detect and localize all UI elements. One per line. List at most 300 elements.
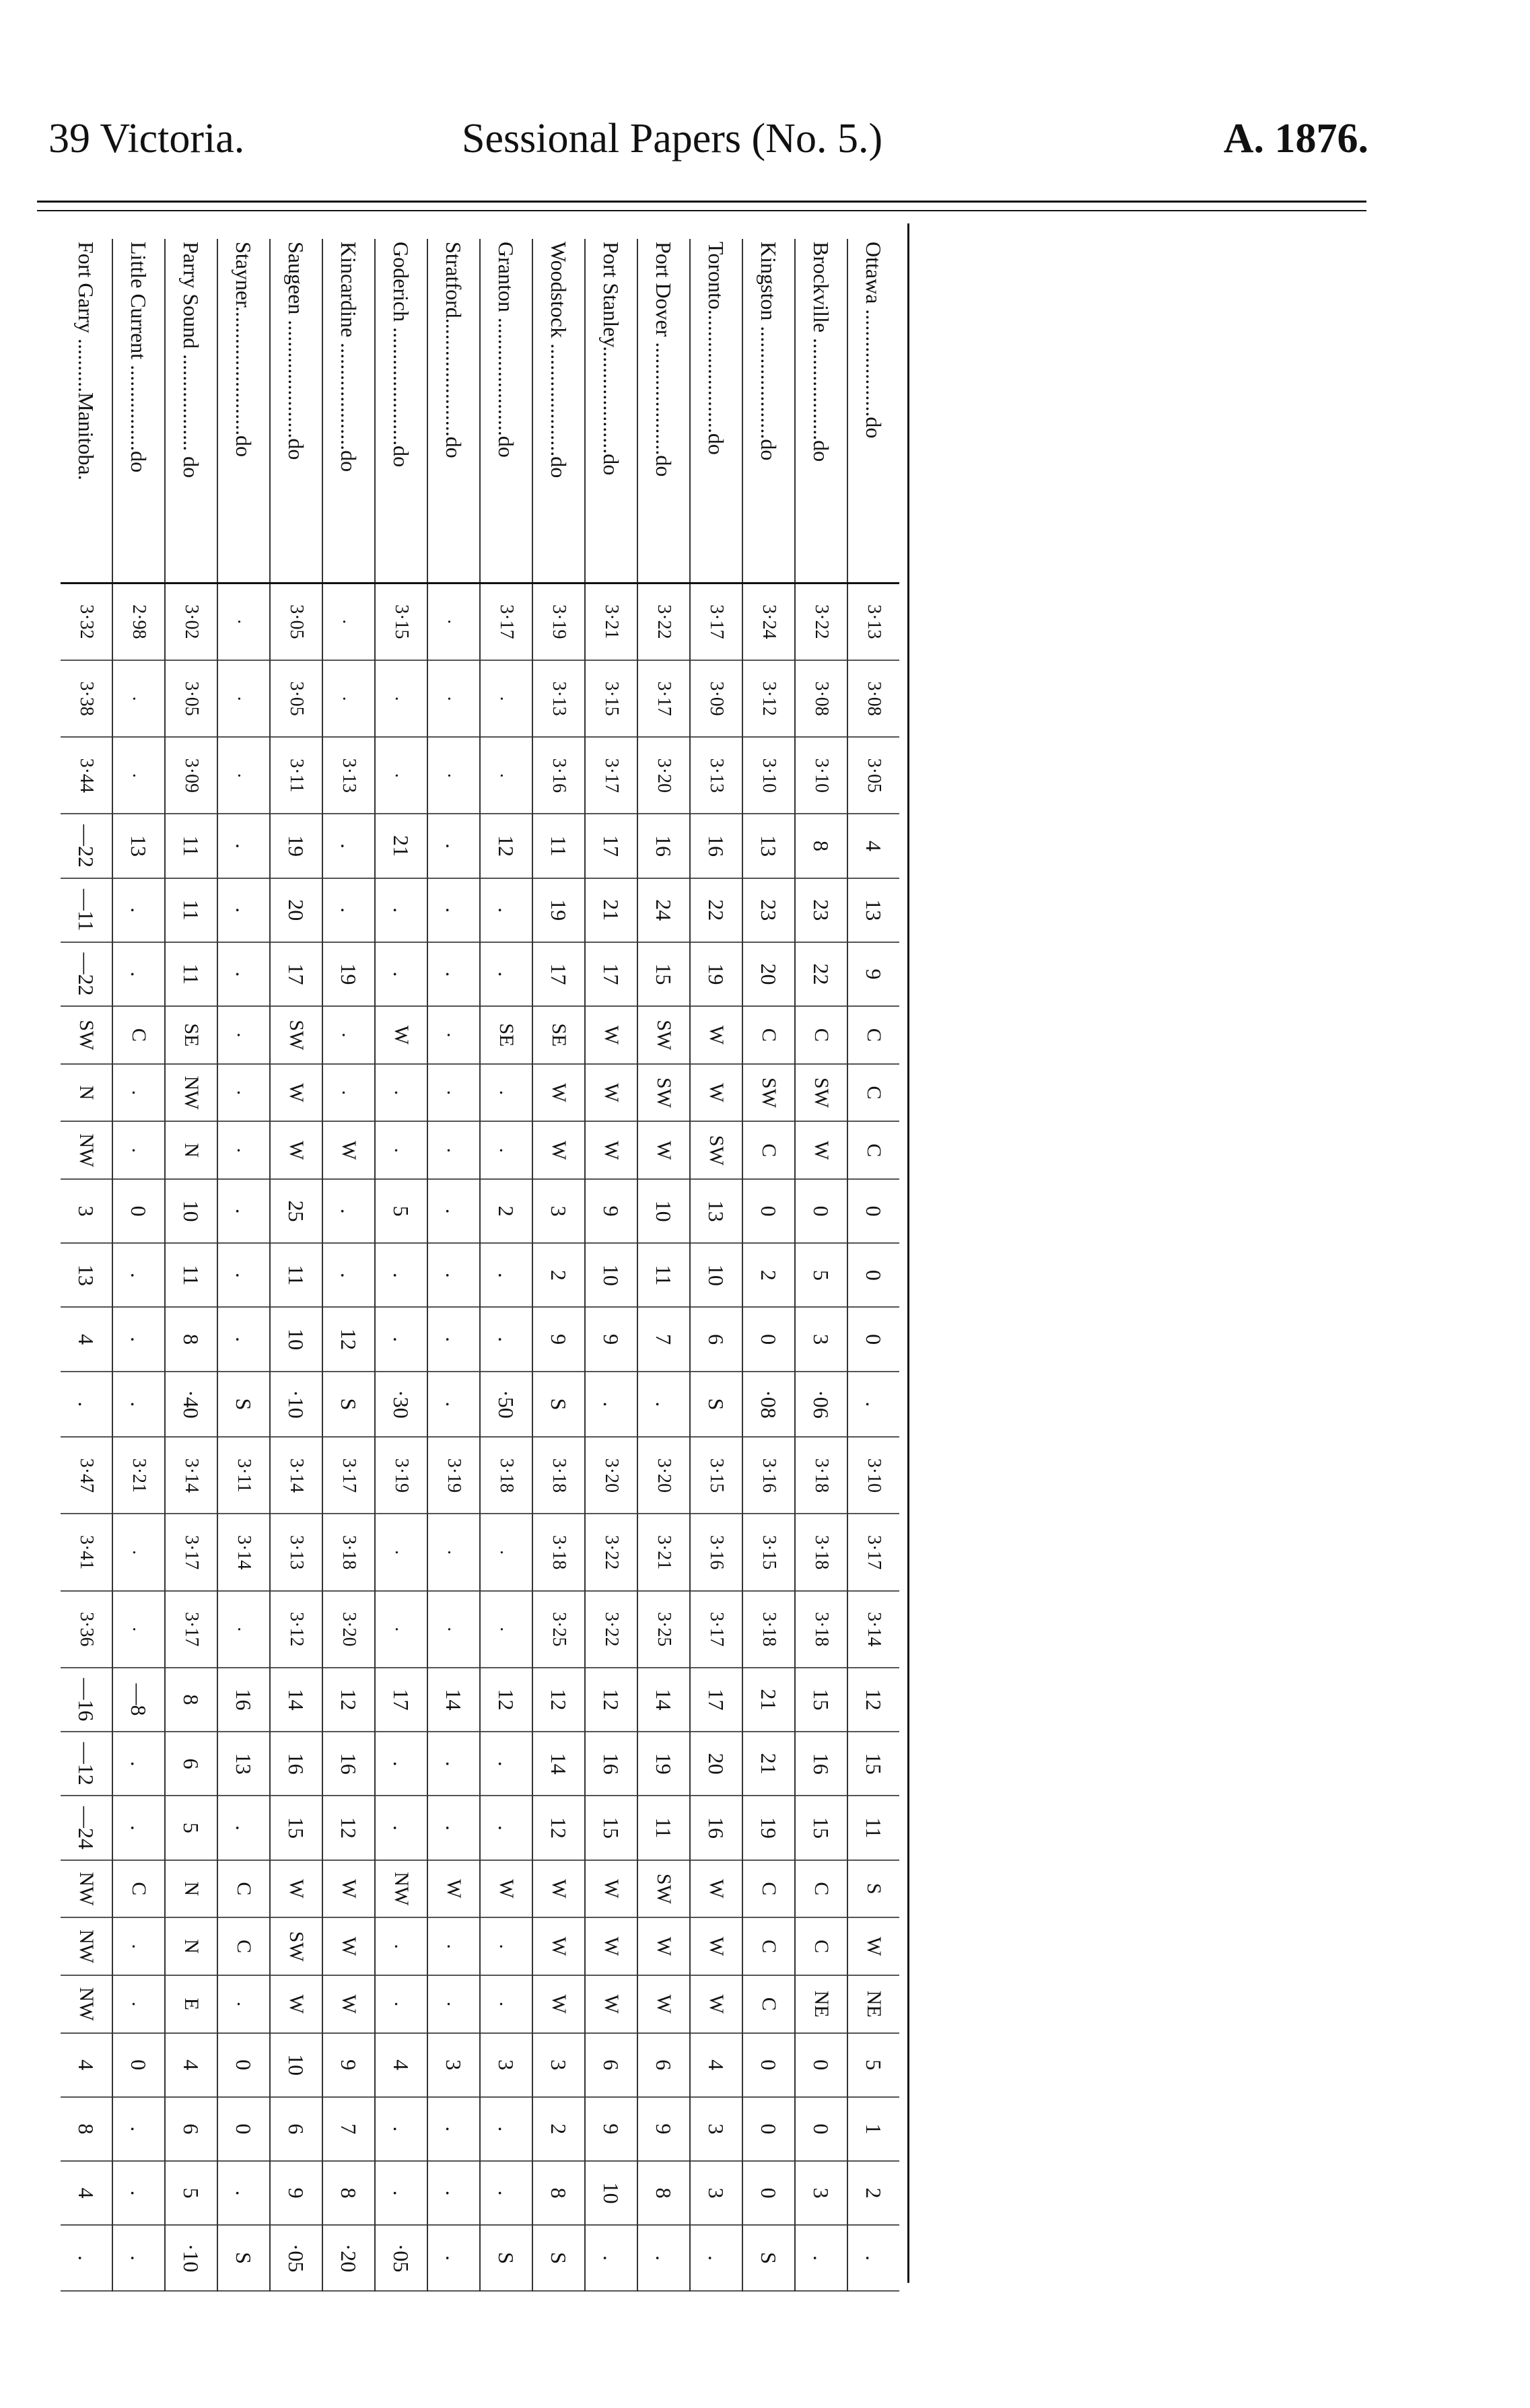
- table-cell: 8: [795, 814, 847, 878]
- session-label: 39 Victoria.: [48, 116, 245, 162]
- table-cell: 5: [165, 1796, 217, 1860]
- table-cell: .: [112, 1591, 165, 1668]
- table-cell: 2: [532, 1243, 585, 1307]
- table-cell: .: [427, 878, 480, 942]
- table-cell: 3·38: [61, 660, 112, 737]
- table-cell: 3: [480, 2033, 532, 2097]
- table-cell: 3·19: [375, 1437, 427, 1514]
- table-cell: 17: [585, 942, 637, 1006]
- table-cell: 3·05: [847, 737, 899, 814]
- table-cell: W: [690, 1064, 742, 1122]
- table-cell: SE: [165, 1006, 217, 1064]
- table-cell: 9: [585, 1179, 637, 1243]
- table-cell: 11: [165, 878, 217, 942]
- table-cell: 7: [322, 2097, 375, 2161]
- table-cell: ·30: [375, 1372, 427, 1438]
- table-cell: —24: [61, 1796, 112, 1860]
- table-cell: —22: [61, 942, 112, 1006]
- table-row: [61, 239, 112, 2291]
- table-cell: 15: [270, 1796, 322, 1860]
- table-cell: .: [112, 1121, 165, 1179]
- table-cell: S: [322, 1372, 375, 1438]
- table-cell: 3: [61, 1179, 112, 1243]
- table-cell: .: [217, 737, 270, 814]
- table-cell: .: [480, 2097, 532, 2161]
- table-cell: .: [375, 1591, 427, 1668]
- table-cell: 0: [112, 1179, 165, 1243]
- table-cell: 3·19: [532, 583, 585, 660]
- table-cell: 3·10: [795, 737, 847, 814]
- table-cell: 14: [270, 1668, 322, 1732]
- table-cell: 3·08: [847, 660, 899, 737]
- table-cell: 0: [742, 2033, 795, 2097]
- table-cell: W: [637, 1121, 690, 1179]
- table-cell: SW: [270, 1917, 322, 1975]
- table-cell: NW: [61, 1975, 112, 2033]
- table-cell: 3·12: [270, 1591, 322, 1668]
- table-cell: N: [61, 1064, 112, 1122]
- table-cell: 15: [847, 1732, 899, 1796]
- table-cell: 11: [637, 1796, 690, 1860]
- table-cell: 3·47: [61, 1437, 112, 1514]
- table-row: [427, 239, 480, 2291]
- table-cell: 6: [637, 2033, 690, 2097]
- table-cell: 0: [217, 2033, 270, 2097]
- table-cell: SW: [637, 1064, 690, 1122]
- table-cell: 3·20: [637, 737, 690, 814]
- table-cell: 11: [532, 814, 585, 878]
- table-cell: 17: [690, 1668, 742, 1732]
- table-cell: 17: [270, 942, 322, 1006]
- table-cell: N: [165, 1121, 217, 1179]
- table-row: [270, 239, 322, 2291]
- table-cell: .: [427, 1591, 480, 1668]
- table-cell: 0: [742, 1307, 795, 1371]
- table-cell: 0: [742, 1179, 795, 1243]
- table-cell: 3·17: [165, 1591, 217, 1668]
- table-cell: .: [585, 2225, 637, 2291]
- table-cell: 3: [690, 2097, 742, 2161]
- table-cell: .: [480, 737, 532, 814]
- table-bottom-rule: [907, 223, 909, 2283]
- table-cell: 4: [690, 2033, 742, 2097]
- table-row: [217, 239, 270, 2291]
- table-cell: W: [532, 1975, 585, 2033]
- table-cell: 13: [61, 1243, 112, 1307]
- table-cell: 12: [480, 1668, 532, 1732]
- table-cell: SW: [742, 1064, 795, 1122]
- table-cell: .: [217, 1307, 270, 1371]
- table-cell: SW: [637, 1006, 690, 1064]
- table-row: [480, 239, 532, 2291]
- table-cell: 3·18: [795, 1437, 847, 1514]
- table-cell: .: [585, 1372, 637, 1438]
- table-cell: .: [480, 2161, 532, 2225]
- table-cell: 12: [847, 1668, 899, 1732]
- table-cell: W: [585, 1975, 637, 2033]
- table-cell: .: [847, 2225, 899, 2291]
- table-row: [322, 239, 375, 2291]
- table-cell: —11: [61, 878, 112, 942]
- table-cell: .: [427, 737, 480, 814]
- table-cell: .: [375, 1514, 427, 1590]
- table-cell: .: [427, 814, 480, 878]
- table-cell: 16: [585, 1732, 637, 1796]
- table-cell: 3·05: [270, 583, 322, 660]
- table-cell: 3·13: [322, 737, 375, 814]
- table-cell: 6: [690, 1307, 742, 1371]
- table-cell: 10: [690, 1243, 742, 1307]
- table-cell: .: [375, 1064, 427, 1122]
- table-cell: 3·10: [847, 1437, 899, 1514]
- table-cell: ·08: [742, 1372, 795, 1438]
- weather-table-body: [61, 239, 899, 2291]
- table-cell: 3: [532, 1179, 585, 1243]
- table-cell: 0: [742, 2097, 795, 2161]
- table-cell: .: [427, 2097, 480, 2161]
- table-cell: 10: [270, 2033, 322, 2097]
- table-cell: 4: [375, 2033, 427, 2097]
- table-cell: 3·16: [532, 737, 585, 814]
- table-cell: .: [690, 2225, 742, 2291]
- table-cell: 3·18: [742, 1591, 795, 1668]
- table-cell: NW: [61, 1121, 112, 1179]
- table-cell: .: [61, 2225, 112, 2291]
- table-cell: .: [480, 1514, 532, 1590]
- table-cell: 12: [322, 1796, 375, 1860]
- table-cell: 8: [637, 2161, 690, 2225]
- table-cell: 3·18: [795, 1514, 847, 1590]
- table-cell: 14: [427, 1668, 480, 1732]
- table-cell: 3·21: [585, 583, 637, 660]
- table-cell: .: [375, 2097, 427, 2161]
- table-cell: 16: [217, 1668, 270, 1732]
- table-cell: .: [427, 1732, 480, 1796]
- table-cell: C: [847, 1006, 899, 1064]
- table-cell: .: [112, 660, 165, 737]
- table-cell: 3·13: [847, 583, 899, 660]
- table-cell: 12: [322, 1307, 375, 1371]
- table-cell: 15: [795, 1796, 847, 1860]
- table-cell: 6: [585, 2033, 637, 2097]
- table-cell: .: [427, 1796, 480, 1860]
- table-cell: 3·18: [795, 1591, 847, 1668]
- table-cell: 9: [322, 2033, 375, 2097]
- table-cell: .: [375, 1243, 427, 1307]
- table-cell: .: [322, 660, 375, 737]
- table-cell: 17: [585, 814, 637, 878]
- table-cell: NE: [847, 1975, 899, 2033]
- table-cell: 20: [742, 942, 795, 1006]
- table-cell: ·10: [270, 1372, 322, 1438]
- station-name: Saugeen ......................do: [270, 239, 322, 583]
- table-cell: 8: [322, 2161, 375, 2225]
- station-name: Brockville ...................do: [795, 239, 847, 583]
- table-cell: 3·24: [742, 583, 795, 660]
- table-cell: .: [375, 1732, 427, 1796]
- table-cell: 6: [270, 2097, 322, 2161]
- table-cell: .: [427, 1064, 480, 1122]
- table-cell: .: [112, 1514, 165, 1590]
- table-cell: W: [270, 1860, 322, 1918]
- table-cell: 5: [847, 2033, 899, 2097]
- table-cell: C: [742, 1860, 795, 1918]
- table-cell: 9: [270, 2161, 322, 2225]
- table-cell: SW: [795, 1064, 847, 1122]
- table-cell: 2·98: [112, 583, 165, 660]
- table-cell: .: [480, 1243, 532, 1307]
- table-cell: .: [427, 942, 480, 1006]
- table-cell: 13: [742, 814, 795, 878]
- table-cell: .: [217, 814, 270, 878]
- table-cell: 22: [795, 942, 847, 1006]
- table-cell: 12: [532, 1668, 585, 1732]
- table-cell: 0: [112, 2033, 165, 2097]
- table-cell: 0: [795, 1179, 847, 1243]
- table-cell: 21: [742, 1732, 795, 1796]
- weather-table-rotated: [31, 239, 899, 2292]
- table-cell: 10: [270, 1307, 322, 1371]
- table-cell: 13: [690, 1179, 742, 1243]
- table-cell: S: [217, 1372, 270, 1438]
- table-cell: C: [217, 1860, 270, 1918]
- table-cell: W: [532, 1917, 585, 1975]
- table-cell: S: [690, 1372, 742, 1438]
- table-cell: 3·15: [375, 583, 427, 660]
- table-cell: SW: [61, 1006, 112, 1064]
- table-cell: 19: [532, 878, 585, 942]
- table-cell: .: [847, 1372, 899, 1438]
- table-cell: W: [585, 1006, 637, 1064]
- table-cell: C: [217, 1917, 270, 1975]
- table-cell: W: [532, 1860, 585, 1918]
- table-cell: 19: [322, 942, 375, 1006]
- table-cell: W: [690, 1975, 742, 2033]
- table-cell: NW: [375, 1860, 427, 1918]
- table-cell: 3·44: [61, 737, 112, 814]
- table-cell: 11: [165, 1243, 217, 1307]
- table-cell: —8: [112, 1668, 165, 1732]
- table-cell: .: [427, 1307, 480, 1371]
- table-cell: W: [532, 1064, 585, 1122]
- table-cell: 9: [847, 942, 899, 1006]
- table-cell: .: [375, 1307, 427, 1371]
- table-cell: 3·20: [322, 1591, 375, 1668]
- table-cell: 3·18: [322, 1514, 375, 1590]
- table-cell: 3·19: [427, 1437, 480, 1514]
- table-cell: 3·22: [585, 1591, 637, 1668]
- table-cell: 15: [585, 1796, 637, 1860]
- table-cell: .: [427, 1006, 480, 1064]
- table-cell: .: [637, 2225, 690, 2291]
- table-cell: 11: [637, 1243, 690, 1307]
- table-cell: 15: [637, 942, 690, 1006]
- table-cell: .: [427, 583, 480, 660]
- table-cell: 3·18: [532, 1437, 585, 1514]
- table-cell: 10: [585, 2161, 637, 2225]
- table-cell: .: [427, 2161, 480, 2225]
- table-cell: W: [637, 1975, 690, 2033]
- table-cell: 5: [375, 1179, 427, 1243]
- table-cell: 3·14: [847, 1591, 899, 1668]
- table-cell: 3·17: [165, 1514, 217, 1590]
- table-cell: 0: [217, 2097, 270, 2161]
- table-cell: .: [480, 1591, 532, 1668]
- table-cell: 3·17: [690, 1591, 742, 1668]
- station-name: Toronto.......................do: [690, 239, 742, 583]
- table-cell: C: [795, 1860, 847, 1918]
- table-cell: 4: [847, 814, 899, 878]
- table-cell: 3·32: [61, 583, 112, 660]
- table-cell: .: [427, 660, 480, 737]
- table-cell: N: [165, 1860, 217, 1918]
- table-cell: 9: [585, 2097, 637, 2161]
- table-cell: 3·20: [585, 1437, 637, 1514]
- table-cell: 2: [847, 2161, 899, 2225]
- table-cell: 3·22: [637, 583, 690, 660]
- table-cell: .: [427, 1179, 480, 1243]
- table-cell: .: [322, 1064, 375, 1122]
- table-cell: 0: [795, 2097, 847, 2161]
- table-cell: 20: [270, 878, 322, 942]
- table-cell: 21: [375, 814, 427, 878]
- table-cell: 3·17: [585, 737, 637, 814]
- table-cell: 14: [637, 1668, 690, 1732]
- table-row: [742, 239, 795, 2291]
- station-name: Little Current ................do: [112, 239, 165, 583]
- station-name: Parry Sound .................. do: [165, 239, 217, 583]
- table-cell: 16: [795, 1732, 847, 1796]
- table-cell: 24: [637, 878, 690, 942]
- table-cell: W: [585, 1917, 637, 1975]
- table-cell: .: [322, 583, 375, 660]
- table-cell: ·05: [270, 2225, 322, 2291]
- table-cell: W: [690, 1917, 742, 1975]
- table-cell: 3·25: [637, 1591, 690, 1668]
- table-cell: .: [427, 1917, 480, 1975]
- table-cell: 19: [742, 1796, 795, 1860]
- table-cell: 10: [585, 1243, 637, 1307]
- table-cell: SE: [532, 1006, 585, 1064]
- table-cell: .: [112, 1975, 165, 2033]
- table-cell: 13: [847, 878, 899, 942]
- table-cell: .: [375, 1121, 427, 1179]
- table-cell: 8: [61, 2097, 112, 2161]
- table-cell: 3·36: [61, 1591, 112, 1668]
- table-cell: 10: [165, 1179, 217, 1243]
- table-cell: 3·13: [690, 737, 742, 814]
- station-name: Port Dover .....................do: [637, 239, 690, 583]
- table-cell: 11: [165, 942, 217, 1006]
- table-cell: S: [480, 2225, 532, 2291]
- table-cell: .: [375, 1796, 427, 1860]
- table-cell: 3·17: [322, 1437, 375, 1514]
- table-cell: ·10: [165, 2225, 217, 2291]
- table-cell: 3·41: [61, 1514, 112, 1590]
- table-cell: 9: [532, 1307, 585, 1371]
- station-name: Kingston .....................do: [742, 239, 795, 583]
- table-cell: S: [217, 2225, 270, 2291]
- table-cell: .: [480, 1796, 532, 1860]
- table-cell: 3·16: [742, 1437, 795, 1514]
- table-cell: 17: [532, 942, 585, 1006]
- table-cell: 6: [165, 2097, 217, 2161]
- table-row: [375, 239, 427, 2291]
- table-cell: 16: [637, 814, 690, 878]
- table-cell: .: [112, 2097, 165, 2161]
- table-cell: W: [427, 1860, 480, 1918]
- table-cell: 3·18: [480, 1437, 532, 1514]
- table-cell: .: [112, 1064, 165, 1122]
- table-cell: .: [217, 660, 270, 737]
- table-cell: .: [480, 1307, 532, 1371]
- table-cell: 3·16: [690, 1514, 742, 1590]
- table-cell: .: [112, 1243, 165, 1307]
- table-cell: ·06: [795, 1372, 847, 1438]
- table-cell: 3·11: [270, 737, 322, 814]
- table-cell: .: [480, 1732, 532, 1796]
- table-cell: 20: [690, 1732, 742, 1796]
- table-cell: W: [322, 1975, 375, 2033]
- table-cell: .: [217, 878, 270, 942]
- table-cell: —16: [61, 1668, 112, 1732]
- table-cell: .: [217, 583, 270, 660]
- table-cell: .: [427, 2225, 480, 2291]
- table-cell: 3·17: [847, 1514, 899, 1590]
- table-cell: 3·10: [742, 737, 795, 814]
- table-cell: 5: [795, 1243, 847, 1307]
- table-cell: 3·18: [532, 1514, 585, 1590]
- table-cell: 3·13: [532, 660, 585, 737]
- table-cell: .: [217, 1591, 270, 1668]
- table-cell: 14: [532, 1732, 585, 1796]
- table-cell: C: [847, 1064, 899, 1122]
- table-cell: .: [375, 1975, 427, 2033]
- table-cell: .: [322, 1243, 375, 1307]
- table-row: [637, 239, 690, 2291]
- table-cell: 4: [61, 2033, 112, 2097]
- table-cell: ·20: [322, 2225, 375, 2291]
- table-cell: W: [375, 1006, 427, 1064]
- table-cell: —12: [61, 1732, 112, 1796]
- table-cell: 22: [690, 878, 742, 942]
- table-cell: 3·13: [270, 1514, 322, 1590]
- table-cell: W: [480, 1860, 532, 1918]
- table-cell: W: [795, 1121, 847, 1179]
- table-cell: .: [427, 1975, 480, 2033]
- table-cell: C: [742, 1006, 795, 1064]
- table-cell: 0: [795, 2033, 847, 2097]
- table-cell: W: [270, 1064, 322, 1122]
- station-name: Stayner........................do: [217, 239, 270, 583]
- table-cell: 0: [847, 1243, 899, 1307]
- station-name: Ottawa ....................do: [847, 239, 899, 583]
- table-cell: 1: [847, 2097, 899, 2161]
- table-row: [112, 239, 165, 2291]
- table-cell: W: [637, 1917, 690, 1975]
- table-cell: NW: [61, 1917, 112, 1975]
- table-cell: .: [427, 1243, 480, 1307]
- station-name: Stratford......................do: [427, 239, 480, 583]
- table-cell: .: [61, 1372, 112, 1438]
- table-cell: W: [532, 1121, 585, 1179]
- table-cell: 3·22: [585, 1514, 637, 1590]
- table-cell: W: [322, 1121, 375, 1179]
- table-cell: —22: [61, 814, 112, 878]
- table-cell: .: [427, 1121, 480, 1179]
- table-cell: 19: [637, 1732, 690, 1796]
- table-row: [690, 239, 742, 2291]
